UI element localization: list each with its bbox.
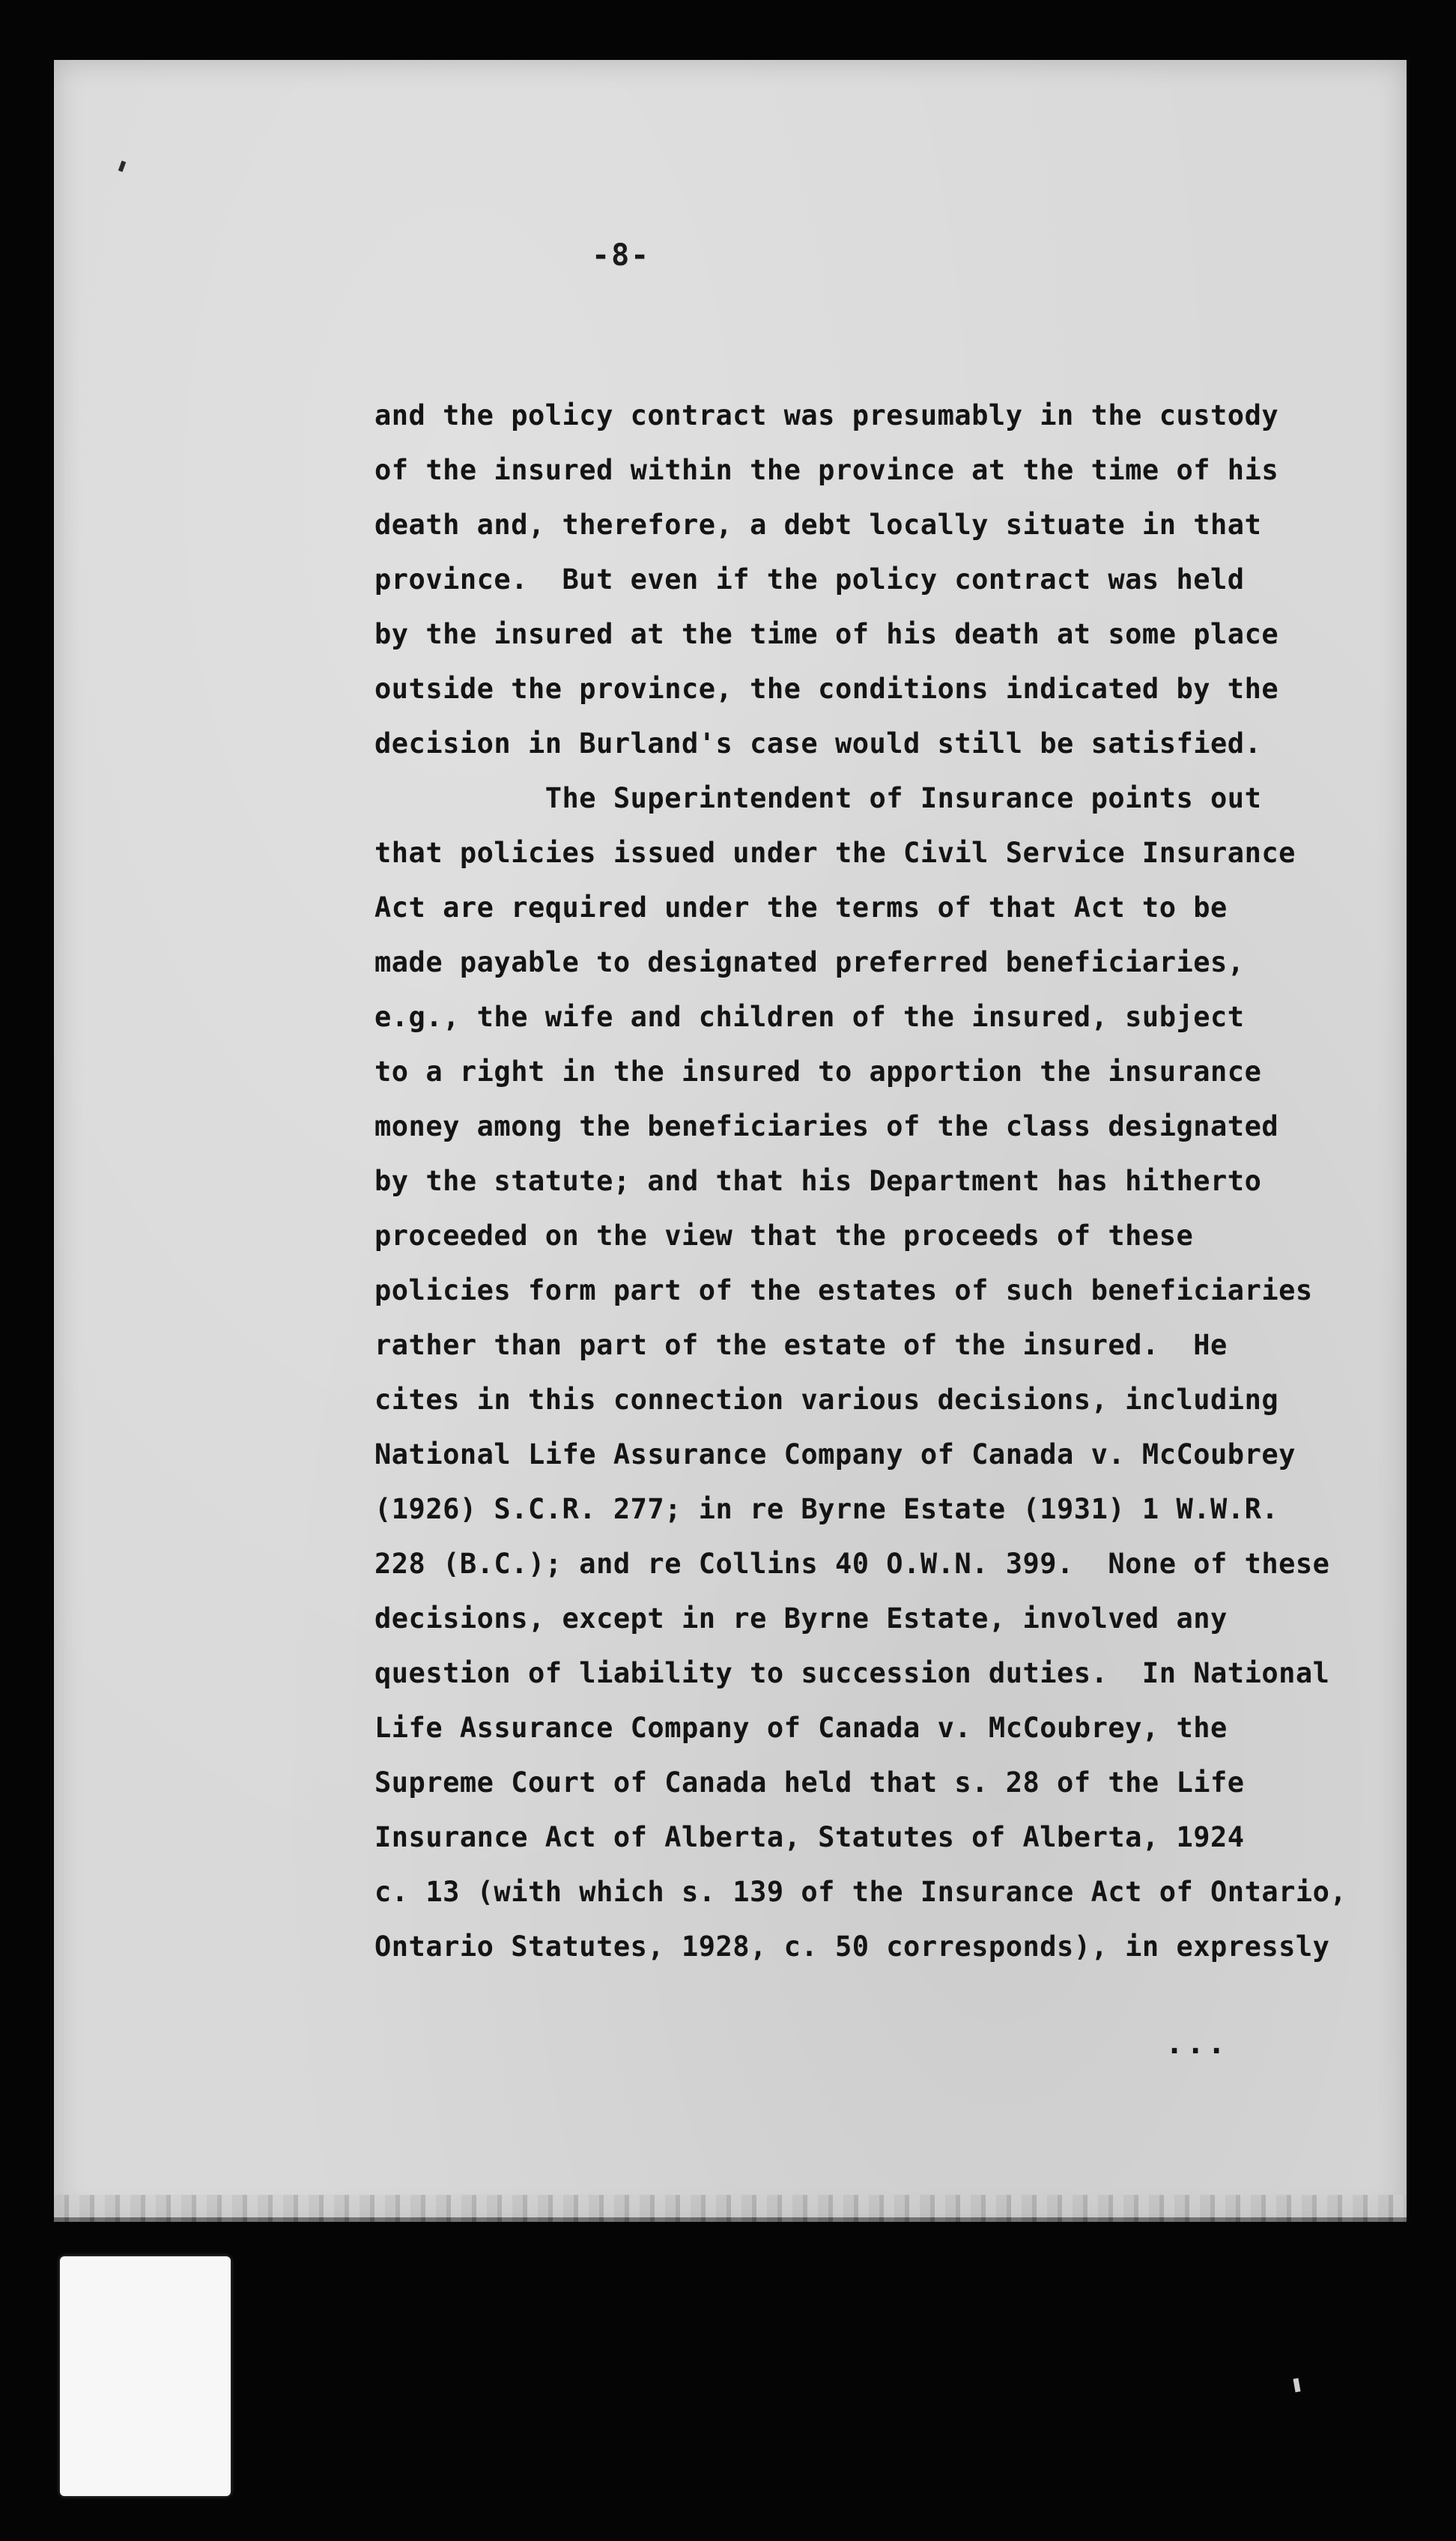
text-line: Supreme Court of Canada held that s. 28 of the Life: [374, 1766, 1245, 1799]
text-line: decision in Burland's case would still be satisfied.: [374, 727, 1262, 760]
text-line: c. 13 (with which s. 139 of the Insurance Act of Ontario,: [374, 1876, 1347, 1908]
text-line: National Life Assurance Company of Canada v. McCoubrey: [374, 1438, 1296, 1471]
text-line: by the statute; and that his Department has hitherto: [374, 1165, 1262, 1197]
continuation-mark: ...: [1165, 2026, 1229, 2061]
text-line: decisions, except in re Byrne Estate, involved any: [374, 1602, 1228, 1635]
text-line: Life Assurance Company of Canada v. McCoubrey, the: [374, 1712, 1228, 1744]
page-number: -8-: [592, 238, 651, 273]
text-line: rather than part of the estate of the insured. He: [374, 1329, 1228, 1361]
text-line: of the insured within the province at the time of his: [374, 454, 1279, 486]
text-line: outside the province, the conditions indicated by the: [374, 673, 1279, 705]
text-line: Ontario Statutes, 1928, c. 50 corresponds), in expressly: [374, 1930, 1330, 1963]
text-line: Act are required under the terms of that Act to be: [374, 891, 1228, 924]
text-line: The Superintendent of Insurance points out: [374, 782, 1262, 814]
text-line: Insurance Act of Alberta, Statutes of Alberta, 1924: [374, 1821, 1245, 1853]
text-line: (1926) S.C.R. 277; in re Byrne Estate (1931) 1 W.W.R.: [374, 1493, 1279, 1525]
text-line: e.g., the wife and children of the insured, subject: [374, 1001, 1245, 1033]
text-line: that policies issued under the Civil Service Insurance: [374, 837, 1296, 869]
text-line: and the policy contract was presumably in the custody: [374, 399, 1279, 431]
text-line: cites in this connection various decisions, including: [374, 1384, 1279, 1416]
scan-target-card: [60, 2256, 231, 2496]
text-line: proceeded on the view that the proceeds of these: [374, 1220, 1194, 1252]
text-line: death and, therefore, a debt locally situate in that: [374, 509, 1262, 541]
text-line: made payable to designated preferred beneficiaries,: [374, 946, 1245, 978]
text-line: policies form part of the estates of such beneficiaries: [374, 1274, 1313, 1306]
page-bottom-edge: [54, 2195, 1407, 2222]
body-text: [374, 388, 1371, 1974]
text-line: by the insured at the time of his death at some place: [374, 618, 1279, 650]
text-line: province. But even if the policy contract was held: [374, 563, 1245, 596]
text-line: question of liability to succession duties. In National: [374, 1657, 1330, 1689]
text-line: 228 (B.C.); and re Collins 40 O.W.N. 399. None of these: [374, 1548, 1330, 1580]
text-line: to a right in the insured to apportion the insurance: [374, 1056, 1262, 1088]
text-line: money among the beneficiaries of the class designated: [374, 1110, 1279, 1142]
